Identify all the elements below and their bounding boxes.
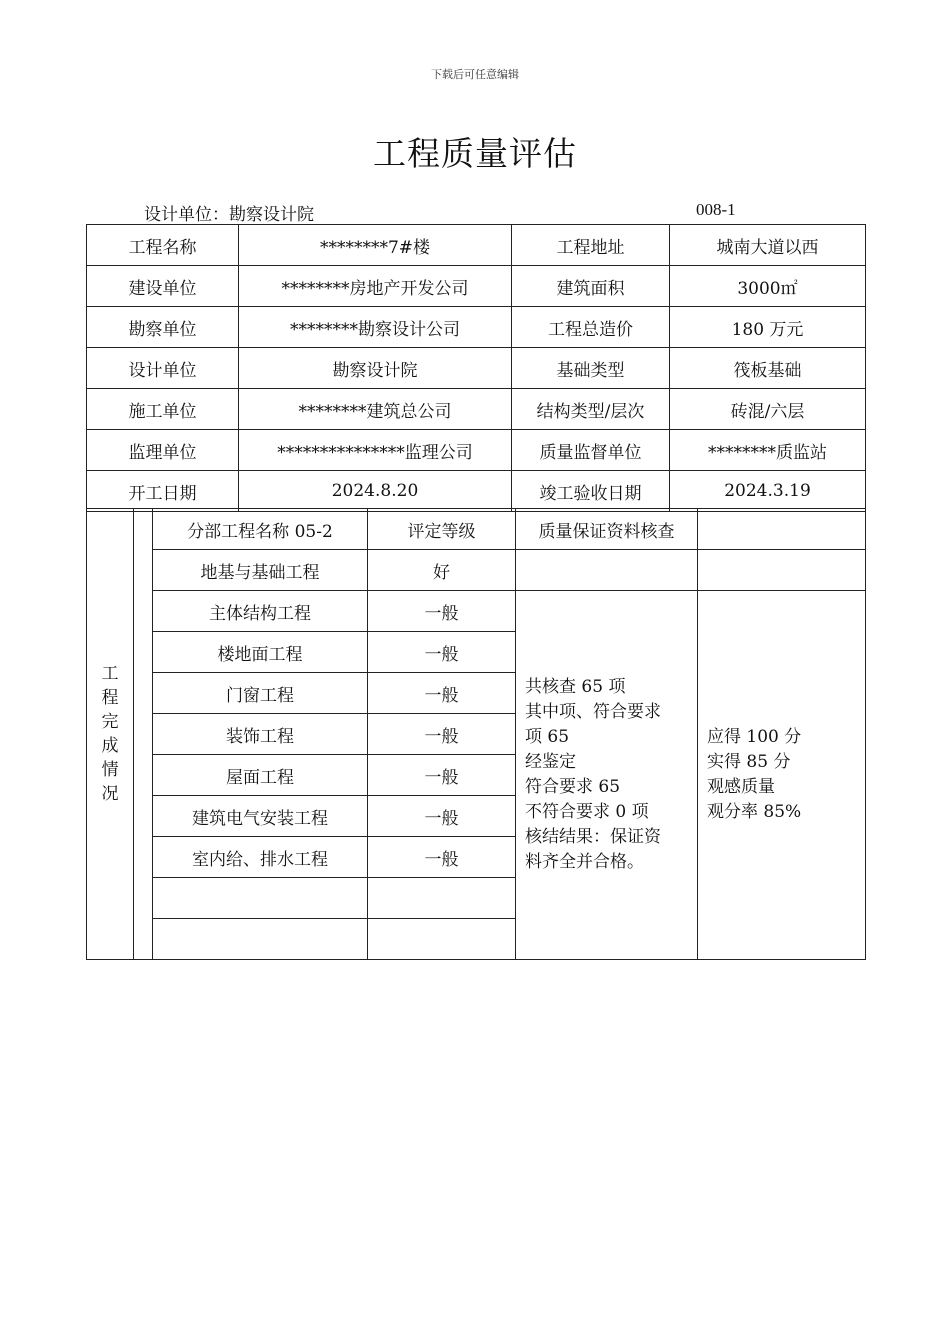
field-label: 结构类型/层次: [512, 389, 670, 430]
division-grade: 一般: [368, 591, 516, 632]
field-value: 勘察设计院: [239, 348, 512, 389]
field-value: ********勘察设计公司: [239, 307, 512, 348]
division-grade: 一般: [368, 673, 516, 714]
field-label: 勘察单位: [87, 307, 239, 348]
table-row: [87, 348, 866, 389]
division-name: 地基与基础工程: [153, 550, 368, 591]
field-value: 砖混/六层: [670, 389, 866, 430]
column-header: 分部工程名称 05-2: [153, 509, 368, 550]
division-name: [153, 919, 368, 960]
table-row: [87, 430, 866, 471]
field-label: 基础类型: [512, 348, 670, 389]
column-header: 质量保证资料核查: [516, 509, 698, 550]
division-name: 建筑电气安装工程: [153, 796, 368, 837]
empty-cell: [516, 550, 698, 591]
field-value: ********建筑总公司: [239, 389, 512, 430]
division-grade: 一般: [368, 837, 516, 878]
column-header: 评定等级: [368, 509, 516, 550]
table-row: [87, 307, 866, 348]
division-grade: [368, 878, 516, 919]
field-label: 工程地址: [512, 225, 670, 266]
field-label: 设计单位: [87, 348, 239, 389]
field-value: ***************监理公司: [239, 430, 512, 471]
project-info-table: [86, 224, 866, 512]
division-grade: 一般: [368, 755, 516, 796]
design-unit-line: [86, 200, 864, 225]
field-label: 工程名称: [87, 225, 239, 266]
table-row: [87, 225, 866, 266]
field-label: 开工日期: [87, 471, 239, 512]
spacer-column: [134, 509, 153, 960]
page-title: 工程质量评估: [373, 134, 577, 173]
division-grade: [368, 919, 516, 960]
field-value: ********房地产开发公司: [239, 266, 512, 307]
field-label: 竣工验收日期: [512, 471, 670, 512]
division-name: 主体结构工程: [153, 591, 368, 632]
division-grade: 一般: [368, 632, 516, 673]
score-summary: 应得 100 分 实得 85 分 观感质量 观分率 85%: [698, 591, 866, 960]
field-label: 监理单位: [87, 430, 239, 471]
design-unit-label: 设计单位：勘察设计院: [144, 205, 314, 225]
table-row: [87, 471, 866, 512]
empty-cell: [698, 550, 866, 591]
field-value: ********7#楼: [239, 225, 512, 266]
division-grade: 一般: [368, 796, 516, 837]
header-note: 下载后可任意编辑: [431, 68, 519, 81]
field-value: ********质监站: [670, 430, 866, 471]
document-number: 008-1: [696, 200, 736, 219]
field-value: 2024.8.20: [239, 471, 512, 512]
field-value: 2024.3.19: [670, 471, 866, 512]
division-name: 屋面工程: [153, 755, 368, 796]
field-label: 工程总造价: [512, 307, 670, 348]
field-label: 建设单位: [87, 266, 239, 307]
table-row: [87, 591, 866, 632]
table-header-row: [87, 509, 866, 550]
field-value: 3000㎡: [670, 266, 866, 307]
completion-status-table: [86, 508, 866, 960]
field-value: 180 万元: [670, 307, 866, 348]
division-name: [153, 878, 368, 919]
field-value: 筏板基础: [670, 348, 866, 389]
completion-side-label: 工 程 完 成 情 况: [87, 509, 134, 960]
division-grade: 一般: [368, 714, 516, 755]
quality-check-summary: 共核查 65 项 其中项、符合要求 项 65 经鉴定 符合要求 65 不符合要求 0 项 核结结果：保证资 料齐全并合格。: [516, 591, 698, 960]
field-label: 质量监督单位: [512, 430, 670, 471]
field-value: 城南大道以西: [670, 225, 866, 266]
field-label: 施工单位: [87, 389, 239, 430]
table-row: [87, 389, 866, 430]
table-row: [87, 266, 866, 307]
division-grade: 好: [368, 550, 516, 591]
field-label: 建筑面积: [512, 266, 670, 307]
column-header: [698, 509, 866, 550]
division-name: 室内给、排水工程: [153, 837, 368, 878]
table-row: [87, 550, 866, 591]
division-name: 装饰工程: [153, 714, 368, 755]
division-name: 门窗工程: [153, 673, 368, 714]
division-name: 楼地面工程: [153, 632, 368, 673]
